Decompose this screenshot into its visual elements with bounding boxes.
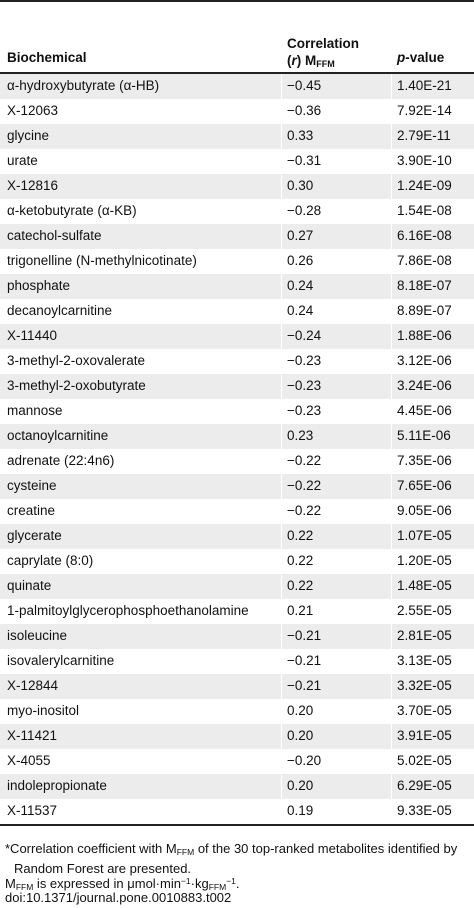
cell-biochemical: octanoylcarnitine bbox=[7, 428, 109, 443]
r-symbol: r bbox=[291, 53, 297, 68]
cell-correlation: 0.20 bbox=[287, 703, 314, 718]
table-row bbox=[0, 224, 474, 249]
cell-biochemical: X-12816 bbox=[7, 178, 59, 193]
table-row bbox=[0, 424, 474, 449]
cell-correlation: −0.21 bbox=[287, 678, 322, 693]
cell-correlation: 0.26 bbox=[287, 253, 314, 268]
footnote-text: *Correlation coefficient with M bbox=[5, 841, 177, 856]
table-row bbox=[0, 524, 474, 549]
cell-biochemical: glycine bbox=[7, 128, 50, 143]
cell-correlation: −0.36 bbox=[287, 103, 322, 118]
unit-text: ·kg bbox=[190, 876, 209, 891]
bottom-rule bbox=[0, 824, 474, 826]
cell-pvalue: 3.32E-05 bbox=[397, 678, 452, 693]
cell-biochemical: creatine bbox=[7, 503, 56, 518]
cell-pvalue: 5.02E-05 bbox=[397, 753, 452, 768]
table-row bbox=[0, 124, 474, 149]
footnote-correlation bbox=[5, 841, 474, 876]
doi-link[interactable]: doi:10.1371/journal.pone.0010883.t002 bbox=[5, 890, 232, 905]
table-row bbox=[0, 149, 474, 174]
table-row bbox=[0, 649, 474, 674]
cell-pvalue: 1.54E-08 bbox=[397, 203, 452, 218]
cell-correlation: −0.20 bbox=[287, 753, 322, 768]
table-row bbox=[0, 249, 474, 274]
unit-end: . bbox=[235, 876, 240, 891]
cell-correlation: −0.28 bbox=[287, 203, 322, 218]
table-row bbox=[0, 274, 474, 299]
cell-biochemical: mannose bbox=[7, 403, 63, 418]
cell-pvalue: 1.20E-05 bbox=[397, 553, 452, 568]
unit-prefix: M bbox=[5, 876, 16, 891]
cell-correlation: 0.19 bbox=[287, 803, 314, 818]
cell-pvalue: 2.55E-05 bbox=[397, 603, 452, 618]
cell-correlation: 0.20 bbox=[287, 778, 314, 793]
cell-correlation: −0.24 bbox=[287, 328, 322, 343]
ffm-subscript: FFM bbox=[316, 59, 335, 69]
table-row bbox=[0, 399, 474, 424]
cell-biochemical: decanoylcarnitine bbox=[7, 303, 113, 318]
cell-biochemical: urate bbox=[7, 153, 38, 168]
table-row bbox=[0, 774, 474, 799]
cell-biochemical: α-hydroxybutyrate (α-HB) bbox=[7, 78, 160, 93]
column-divider bbox=[391, 74, 392, 824]
cell-biochemical: X-11440 bbox=[7, 328, 58, 343]
cell-pvalue: 3.91E-05 bbox=[397, 728, 452, 743]
cell-biochemical: X-11421 bbox=[7, 728, 58, 743]
header-correlation-line1: Correlation bbox=[287, 36, 360, 51]
cell-pvalue: 3.24E-06 bbox=[397, 378, 452, 393]
cell-biochemical: caprylate (8:0) bbox=[7, 553, 94, 568]
table-row bbox=[0, 799, 474, 824]
table-row bbox=[0, 549, 474, 574]
cell-biochemical: isoleucine bbox=[7, 628, 68, 643]
cell-correlation: 0.22 bbox=[287, 528, 314, 543]
cell-pvalue: 3.70E-05 bbox=[397, 703, 452, 718]
cell-biochemical: adrenate (22:4n6) bbox=[7, 453, 115, 468]
cell-pvalue: 7.86E-08 bbox=[397, 253, 452, 268]
cell-pvalue: 9.33E-05 bbox=[397, 803, 452, 818]
table-row bbox=[0, 724, 474, 749]
table-row bbox=[0, 199, 474, 224]
table-row bbox=[0, 624, 474, 649]
cell-biochemical: α-ketobutyrate (α-KB) bbox=[7, 203, 137, 218]
table-body bbox=[0, 74, 474, 824]
unit-superscript: −1 bbox=[180, 876, 191, 886]
cell-pvalue: 2.81E-05 bbox=[397, 628, 452, 643]
table-row bbox=[0, 349, 474, 374]
cell-biochemical: X-4055 bbox=[7, 753, 51, 768]
cell-pvalue: 1.40E-21 bbox=[397, 78, 452, 93]
cell-pvalue: 4.45E-06 bbox=[397, 403, 452, 418]
table-row bbox=[0, 374, 474, 399]
cell-correlation: 0.27 bbox=[287, 228, 314, 243]
footnote-text-rest: of the 30 top-ranked metabolites identified by Random Forest are presented. bbox=[14, 841, 458, 876]
cell-correlation: 0.23 bbox=[287, 428, 314, 443]
table-row bbox=[0, 324, 474, 349]
table-row bbox=[0, 499, 474, 524]
p-symbol: p bbox=[397, 50, 406, 65]
cell-correlation: −0.45 bbox=[287, 78, 322, 93]
cell-biochemical: 3-methyl-2-oxobutyrate bbox=[7, 378, 146, 393]
cell-biochemical: X-12844 bbox=[7, 678, 59, 693]
cell-pvalue: 7.35E-06 bbox=[397, 453, 452, 468]
table-row bbox=[0, 99, 474, 124]
column-divider bbox=[281, 74, 282, 824]
table-row bbox=[0, 699, 474, 724]
unit-text: is expressed in μmol·min bbox=[33, 876, 181, 891]
table-row bbox=[0, 449, 474, 474]
cell-biochemical: catechol-sulfate bbox=[7, 228, 102, 243]
cell-correlation: 0.30 bbox=[287, 178, 314, 193]
pvalue-suffix: -value bbox=[405, 50, 445, 65]
cell-pvalue: 5.11E-06 bbox=[397, 428, 451, 443]
cell-correlation: −0.23 bbox=[287, 378, 322, 393]
cell-biochemical: glycerate bbox=[7, 528, 62, 543]
cell-pvalue: 7.65E-06 bbox=[397, 478, 452, 493]
cell-pvalue: 3.13E-05 bbox=[397, 653, 452, 668]
header-correlation-line2 bbox=[287, 52, 359, 73]
cell-correlation: 0.24 bbox=[287, 303, 314, 318]
cell-correlation: 0.22 bbox=[287, 578, 314, 593]
paren-open: ( bbox=[287, 53, 292, 68]
cell-biochemical: phosphate bbox=[7, 278, 71, 293]
cell-correlation: 0.33 bbox=[287, 128, 314, 143]
unit-subscript: FFM bbox=[208, 882, 227, 892]
cell-pvalue: 1.24E-09 bbox=[397, 178, 452, 193]
cell-biochemical: 1-palmitoylglycerophosphoethanolamine bbox=[7, 603, 249, 618]
cell-biochemical: quinate bbox=[7, 578, 52, 593]
table-row bbox=[0, 749, 474, 774]
header-pvalue bbox=[397, 50, 444, 65]
table-row bbox=[0, 674, 474, 699]
cell-biochemical: myo-inositol bbox=[7, 703, 80, 718]
cell-pvalue: 1.88E-06 bbox=[397, 328, 452, 343]
table-row bbox=[0, 574, 474, 599]
cell-correlation: 0.22 bbox=[287, 553, 314, 568]
table-row bbox=[0, 599, 474, 624]
table-row bbox=[0, 474, 474, 499]
cell-correlation: 0.20 bbox=[287, 728, 314, 743]
cell-correlation: −0.21 bbox=[287, 653, 322, 668]
cell-pvalue: 7.92E-14 bbox=[397, 103, 452, 118]
cell-pvalue: 8.89E-07 bbox=[397, 303, 452, 318]
cell-biochemical: indolepropionate bbox=[7, 778, 107, 793]
cell-biochemical: 3-methyl-2-oxovalerate bbox=[7, 353, 146, 368]
header-biochemical: Biochemical bbox=[7, 50, 87, 65]
cell-pvalue: 2.79E-11 bbox=[397, 128, 451, 143]
cell-pvalue: 8.18E-07 bbox=[397, 278, 452, 293]
cell-pvalue: 3.90E-10 bbox=[397, 153, 452, 168]
cell-biochemical: X-12063 bbox=[7, 103, 59, 118]
cell-pvalue: 1.48E-05 bbox=[397, 578, 452, 593]
cell-correlation: −0.22 bbox=[287, 453, 322, 468]
table-row bbox=[0, 174, 474, 199]
cell-biochemical: X-11537 bbox=[7, 803, 58, 818]
table-header bbox=[0, 2, 474, 74]
m-symbol: ) M bbox=[296, 53, 317, 68]
cell-correlation: −0.21 bbox=[287, 628, 322, 643]
footnote-subscript: FFM bbox=[176, 847, 195, 857]
cell-pvalue: 6.29E-05 bbox=[397, 778, 452, 793]
cell-correlation: −0.23 bbox=[287, 403, 322, 418]
cell-correlation: −0.31 bbox=[287, 153, 322, 168]
cell-correlation: 0.24 bbox=[287, 278, 314, 293]
header-correlation bbox=[287, 35, 359, 73]
cell-pvalue: 6.16E-08 bbox=[397, 228, 452, 243]
table-row bbox=[0, 299, 474, 324]
cell-biochemical: trigonelline (N-methylnicotinate) bbox=[7, 253, 197, 268]
table-row bbox=[0, 74, 474, 99]
cell-biochemical: cysteine bbox=[7, 478, 57, 493]
unit-subscript: FFM bbox=[15, 882, 34, 892]
cell-biochemical: isovalerylcarnitine bbox=[7, 653, 115, 668]
cell-correlation: −0.22 bbox=[287, 503, 322, 518]
cell-correlation: 0.21 bbox=[287, 603, 314, 618]
unit-superscript: −1 bbox=[226, 876, 236, 886]
cell-pvalue: 1.07E-05 bbox=[397, 528, 452, 543]
cell-pvalue: 3.12E-06 bbox=[397, 353, 452, 368]
cell-correlation: −0.22 bbox=[287, 478, 322, 493]
cell-pvalue: 9.05E-06 bbox=[397, 503, 452, 518]
cell-correlation: −0.23 bbox=[287, 353, 322, 368]
